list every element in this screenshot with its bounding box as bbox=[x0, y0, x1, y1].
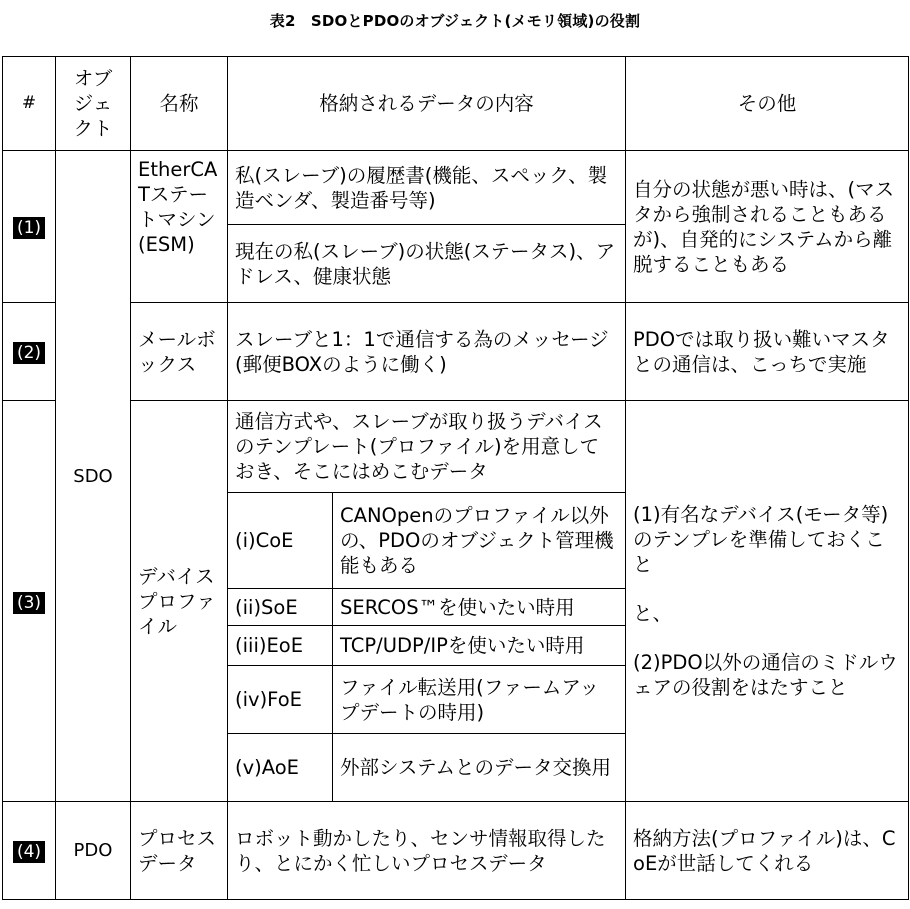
sub-text-eoe: TCP/UDP/IPを使いたい時用 bbox=[333, 626, 626, 666]
header-object: オブジェクト bbox=[56, 57, 131, 151]
other-cell-mailbox: PDOでは取り扱い難いマスタとの通信は、こっちで実施 bbox=[626, 303, 909, 401]
row-number-badge: (1) bbox=[13, 217, 45, 239]
sub-text-coe: CANOpenのプロファイル以外の、PDOのオブジェクト管理機能もある bbox=[333, 493, 626, 589]
sub-label-aoe: (v)AoE bbox=[228, 734, 333, 802]
table-row bbox=[3, 303, 909, 401]
sub-text-soe: SERCOS™を使いたい時用 bbox=[333, 589, 626, 626]
content-cell-esm-a: 私(スレーブ)の履歴書(機能、スペック、製造ベンダ、製造番号等) bbox=[228, 151, 626, 225]
other-note-2: と、 bbox=[633, 602, 673, 625]
object-cell-pdo: PDO bbox=[56, 802, 131, 900]
other-note-1: (1)有名なデバイス(モータ等)のテンプレを準備しておくこと bbox=[633, 503, 889, 576]
other-cell-esm: 自分の状態が悪い時は、(マスタから強制されることもあるが)、自発的にシステムから離脱することもある bbox=[626, 151, 909, 303]
sub-text-aoe: 外部システムとのデータ交換用 bbox=[333, 734, 626, 802]
row-number-2 bbox=[3, 303, 56, 401]
name-cell-device-profile: デバイスプロファイル bbox=[131, 401, 228, 802]
content-cell-mailbox: スレーブと1：1で通信する為のメッセージ(郵便BOXのように働く) bbox=[228, 303, 626, 401]
other-cell-device-profile bbox=[626, 401, 909, 802]
table-caption: 表2 SDOとPDOのオブジェクト(メモリ領域)の役割 bbox=[269, 12, 641, 30]
row-number-badge: (3) bbox=[13, 592, 45, 614]
content-cell-process-data: ロボット動かしたり、センサ情報取得したり、とにかく忙しいプロセスデータ bbox=[228, 802, 626, 900]
header-name: 名称 bbox=[131, 57, 228, 151]
row-number-1 bbox=[3, 151, 56, 303]
name-cell-mailbox: メールボックス bbox=[131, 303, 228, 401]
sub-label-eoe: (iii)EoE bbox=[228, 626, 333, 666]
header-other: その他 bbox=[626, 57, 909, 151]
table-row bbox=[3, 401, 909, 493]
content-cell-esm-b: 現在の私(スレーブ)の状態(ステータス)、アドレス、健康状態 bbox=[228, 225, 626, 303]
content-cell-device-profile: 通信方式や、スレーブが取り扱うデバイスのテンプレート(プロファイル)を用意しておき、そこにはめこむデータ bbox=[228, 401, 626, 493]
other-note-3: (2)PDO以外の通信のミドルウェアの役割をはたすこと bbox=[633, 651, 898, 699]
sub-label-coe: (i)CoE bbox=[228, 493, 333, 589]
header-content: 格納されるデータの内容 bbox=[228, 57, 626, 151]
sdo-pdo-table bbox=[2, 56, 909, 900]
object-cell-sdo: SDO bbox=[56, 151, 131, 802]
other-cell-process-data: 格納方法(プロファイル)は、CoEが世話してくれる bbox=[626, 802, 909, 900]
name-cell-process-data: プロセスデータ bbox=[131, 802, 228, 900]
name-cell-esm: EtherCATステートマシン(ESM) bbox=[131, 151, 228, 303]
row-number-3 bbox=[3, 401, 56, 802]
row-number-badge: (2) bbox=[13, 342, 45, 364]
sub-text-foe: ファイル転送用(ファームアップデートの時用) bbox=[333, 666, 626, 734]
table-row bbox=[3, 802, 909, 900]
row-number-badge: (4) bbox=[13, 841, 45, 863]
sub-label-foe: (iv)FoE bbox=[228, 666, 333, 734]
sub-label-soe: (ii)SoE bbox=[228, 589, 333, 626]
header-row bbox=[3, 57, 909, 151]
header-num: # bbox=[3, 57, 56, 151]
row-number-4 bbox=[3, 802, 56, 900]
table-row bbox=[3, 151, 909, 225]
